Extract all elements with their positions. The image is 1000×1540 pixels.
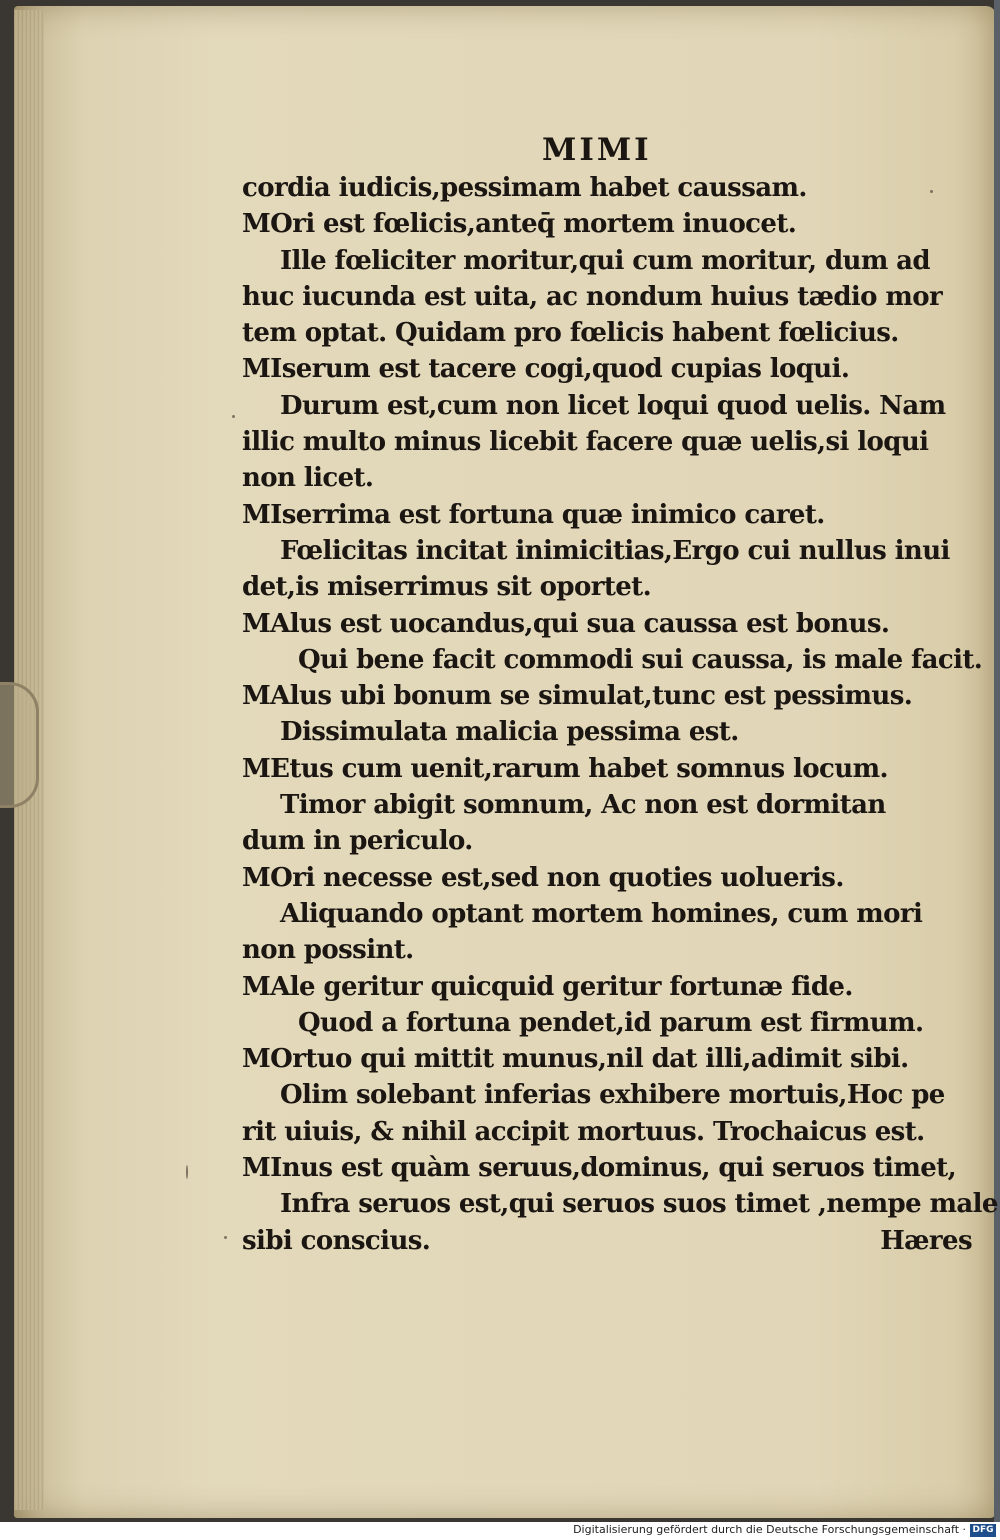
text-line: MIserum est tacere cogi,quod cupias loqui. xyxy=(242,354,850,385)
text-line: Quod a fortuna pendet,id parum est firmum. xyxy=(298,1007,924,1038)
text-line: cordia iudicis,pessimam habet caussam. xyxy=(242,173,807,203)
text-line: MOrtuo qui mittit munus,nil dat illi,adimit sibi. xyxy=(242,1044,909,1075)
text-line: Ille fœliciter moritur,qui cum moritur, dum ad xyxy=(280,245,931,276)
text-line: Durum est,cum non licet loqui quod uelis. Nam xyxy=(280,390,946,421)
text-line: Olim solebant inferias exhibere mortuis,Hoc pe xyxy=(280,1080,945,1111)
text-line: MIserrima est fortuna quæ inimico caret. xyxy=(242,499,825,530)
footer-credit: Digitalisierung gefördert durch die Deutsche Forschungsgemeinschaft · xyxy=(573,1523,966,1536)
page-text xyxy=(242,130,998,1259)
text-lines xyxy=(242,170,998,1259)
text-line: tem optat. Quidam pro fœlicis habent fœlicius. xyxy=(242,318,899,349)
text-line: non possint. xyxy=(242,935,414,966)
digitization-footer xyxy=(0,1522,1000,1540)
book-clasp xyxy=(0,682,39,808)
text-line: MEtus cum uenit,rarum habet somnus locum. xyxy=(242,753,888,784)
text-line: dum in periculo. xyxy=(242,826,473,857)
text-line: MAle geritur quicquid geritur fortunæ fide. xyxy=(242,971,853,1002)
text-line: illic multo minus licebit facere quæ uelis,si loqui xyxy=(242,427,929,458)
text-line: Dissimulata malicia pessima est. xyxy=(280,717,739,748)
paper-speck xyxy=(186,1165,188,1179)
binding-edge xyxy=(994,0,1000,1522)
dfg-logo: DFG xyxy=(970,1524,996,1537)
paper-speck xyxy=(232,415,235,418)
paper-speck xyxy=(224,1236,227,1239)
text-line: MAlus ubi bonum se simulat,tunc est pessimus. xyxy=(242,681,913,712)
text-line: Fœlicitas incitat inimicitias,Ergo cui nullus inui xyxy=(280,535,950,566)
text-line: det,is miserrimus sit oportet. xyxy=(242,572,652,603)
text-line: MInus est quàm seruus,dominus, qui seruos timet, xyxy=(242,1153,957,1184)
text-line: MAlus est uocandus,qui sua caussa est bonus. xyxy=(242,608,890,639)
text-line: sibi conscius. xyxy=(242,1225,431,1256)
text-line: huc iucunda est uita, ac nondum huius tædio mor xyxy=(242,281,943,312)
text-line: rit uiuis, & nihil accipit mortuus. Trochaicus est. xyxy=(242,1116,925,1147)
text-line: Aliquando optant mortem homines, cum mori xyxy=(280,898,923,929)
text-line: non licet. xyxy=(242,463,374,494)
catchword: Hæres xyxy=(880,1225,972,1256)
text-line: Infra seruos est,qui seruos suos timet ,nempe male xyxy=(280,1189,998,1220)
text-line: MOri necesse est,sed non quoties uolueris. xyxy=(242,862,844,893)
text-line: Timor abigit somnum, Ac non est dormitan xyxy=(280,790,886,821)
text-line: MOri est fœlicis,anteq̄ mortem inuocet. xyxy=(242,209,797,240)
running-head: MIMI xyxy=(542,132,652,168)
text-line: Qui bene facit commodi sui caussa, is male facit. xyxy=(298,644,983,675)
